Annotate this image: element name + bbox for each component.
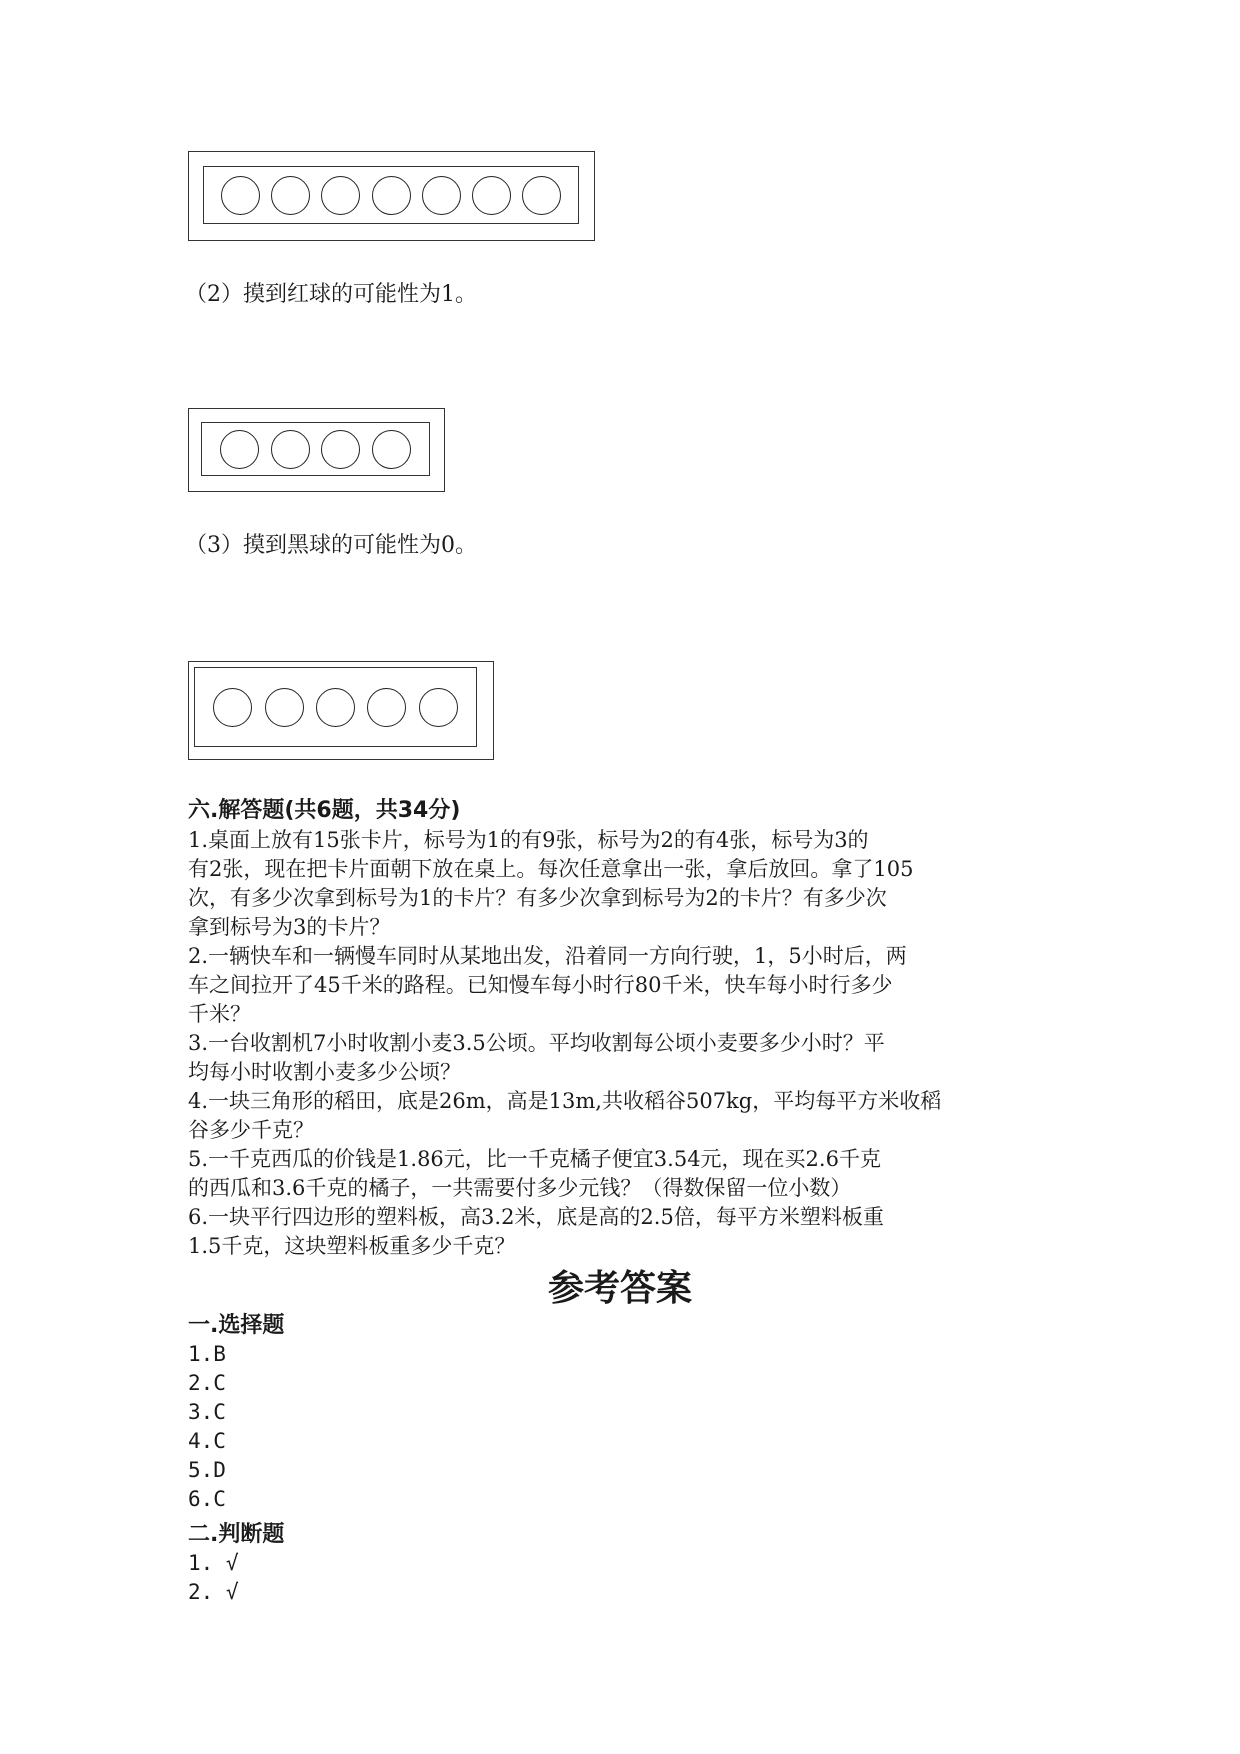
answer-item: 1. √ [188,1551,239,1575]
answer-item: 2.C [188,1371,226,1395]
answers-part2-heading: 二.判断题 [188,1522,285,1547]
ball-circle [321,176,360,215]
answers-title: 参考答案 [547,1268,692,1309]
answer-item: 1.B [188,1342,226,1366]
ball-circle [271,176,310,215]
ball-circle [372,176,411,215]
answer-item: 5.D [188,1458,226,1482]
answer-item: 2. √ [188,1580,239,1604]
ball-box-2 [188,408,445,492]
ball-circle [422,176,461,215]
ball-circle [321,430,360,469]
ball-circle [265,688,304,727]
answers-part1-heading: 一.选择题 [188,1313,285,1338]
problem-line: 次，有多少次拿到标号为1的卡片？有多少次拿到标号为2的卡片？有多少次 [188,886,887,910]
ball-circle [472,176,511,215]
ball-box-2-inner [201,422,430,476]
ball-box-1 [188,151,595,241]
section-6-heading: 六.解答题(共6题，共34分) [188,798,461,823]
ball-circle [367,688,406,727]
caption-3: （3）摸到黑球的可能性为0。 [185,533,477,558]
ball-circle [271,430,310,469]
problem-line: 拿到标号为3的卡片？ [188,915,391,939]
ball-box-3-inner [194,667,477,747]
answer-item: 3.C [188,1400,226,1424]
ball-box-3 [188,661,494,760]
problem-line: 谷多少千克？ [188,1118,314,1142]
problem-line: 2.一辆快车和一辆慢车同时从某地出发，沿着同一方向行驶，1，5小时后，两 [188,944,907,968]
ball-circle [522,176,561,215]
problem-line: 千米？ [188,1002,251,1026]
problem-line: 有2张，现在把卡片面朝下放在桌上。每次任意拿出一张，拿后放回。拿了105 [188,857,914,881]
ball-circle [419,688,458,727]
problem-line: 5.一千克西瓜的价钱是1.86元，比一千克橘子便宜3.54元，现在买2.6千克 [188,1147,881,1171]
problem-line: 4.一块三角形的稻田，底是26m，高是13m,共收稻谷507kg，平均每平方米收稻 [188,1089,942,1113]
caption-2: （2）摸到红球的可能性为1。 [185,282,477,307]
problem-line: 1.5千克，这块塑料板重多少千克？ [188,1234,516,1258]
ball-circle [316,688,355,727]
ball-box-1-inner [203,166,579,224]
ball-circle [221,176,260,215]
ball-circle [220,430,259,469]
ball-circle [213,688,252,727]
problem-line: 均每小时收割小麦多少公顷？ [188,1060,461,1084]
answer-item: 4.C [188,1429,226,1453]
ball-circle [372,430,411,469]
problem-line: 车之间拉开了45千米的路程。已知慢车每小时行80千米，快车每小时行多少 [188,973,893,997]
problem-line: 3.一台收割机7小时收割小麦3.5公顷。平均收割每公顷小麦要多少小时？平 [188,1031,885,1055]
problem-line: 6.一块平行四边形的塑料板，高3.2米，底是高的2.5倍，每平方米塑料板重 [188,1205,884,1229]
problem-line: 的西瓜和3.6千克的橘子，一共需要付多少元钱？（得数保留一位小数） [188,1176,852,1200]
problem-line: 1.桌面上放有15张卡片，标号为1的有9张，标号为2的有4张，标号为3的 [188,828,869,852]
answer-item: 6.C [188,1487,226,1511]
